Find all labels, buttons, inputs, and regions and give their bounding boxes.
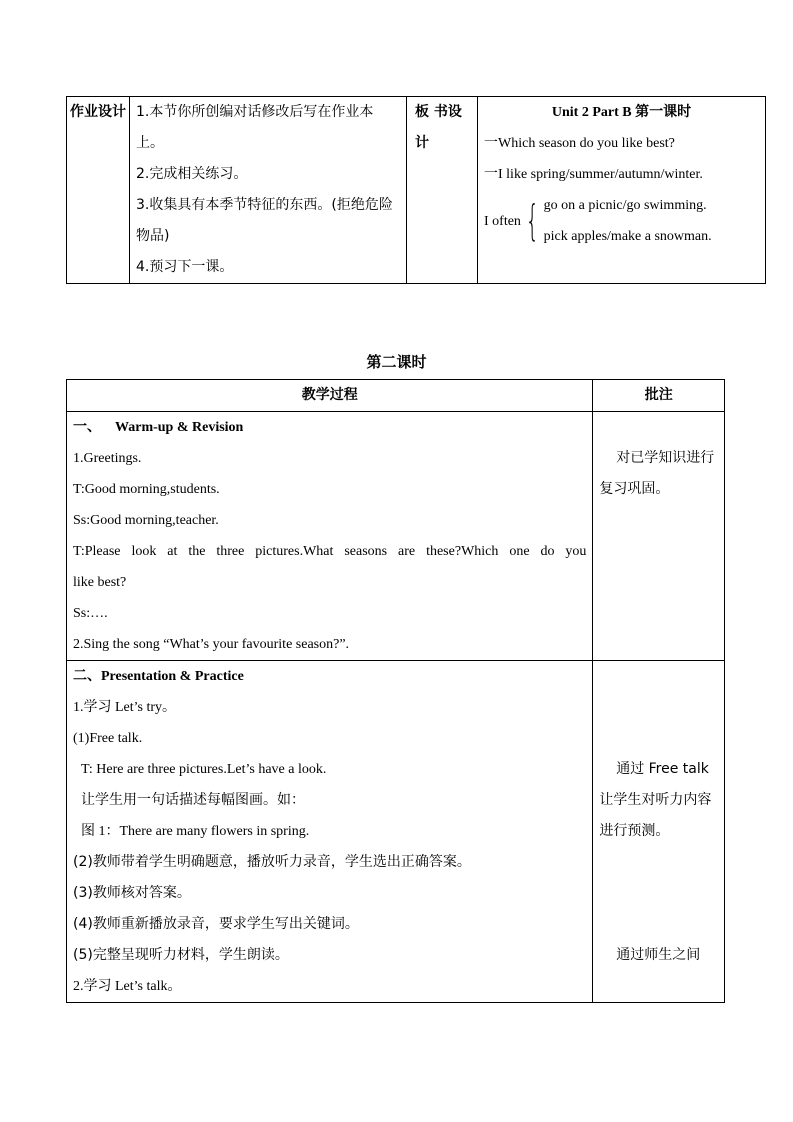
teaching-process-table [66,379,725,1003]
homework-list [130,97,407,284]
homework-item: 1.本节你所创编对话修改后写在作业本上。 [136,104,374,151]
presentation-heading [73,661,586,692]
homework-item: 2.完成相关练习。 [136,166,248,182]
homework-board-table [66,96,766,284]
homework-header-text: 作业设计 [70,104,126,120]
process-line: (1)Free talk. [73,731,143,746]
process-line: T:Good morning,students. [73,482,220,497]
board-header-text: 板 书设计 [415,104,462,151]
section-title: 第二课时 [366,353,427,371]
note-text: 对已学知识进行复习巩固。 [599,450,715,497]
process-line: 2.Sing the song “What’s your favourite season?”. [73,637,350,652]
process-line: (5)完整呈现听力材料，学生朗读。 [73,947,289,963]
homework-item: 4.预习下一课。 [136,259,234,275]
process-line: (4)教师重新播放录音，要求学生写出关键词。 [73,916,359,932]
board-line: 一I like spring/summer/autumn/winter. [484,167,703,182]
process-line: T: Here are three pictures.Let’s have a look. [81,762,327,777]
presentation-note [593,661,725,1003]
board-brace-line: go on a picnic/go swimming. [543,198,707,213]
note-column-header: 批注 [593,380,725,412]
process-line: 1.Greetings. [73,451,142,466]
note-text: 通过 Free talk 让学生对听力内容进行预测。 [599,761,712,839]
homework-item: 3.收集具有本季节特征的东西。(拒绝危险物品) [136,197,393,244]
board-content [478,97,766,284]
board-brace-line: pick apples/make a snowman. [543,229,712,244]
board-brace-lines [544,190,712,252]
process-line: like best? [73,575,127,590]
process-line: 图 1：There are many flowers in spring. [81,824,310,839]
process-line: 1.学习 Let’s try。 [73,700,177,715]
board-header [407,97,478,284]
board-brace-label: I often [484,213,521,229]
process-line: T:Please look at the three pictures.What seasons are these?Which one do you [73,544,587,559]
homework-header [67,97,130,284]
warmup-section [67,412,593,661]
process-line: (3)教师核对答案。 [73,885,191,901]
board-title: Unit 2 Part B 第一课时 [551,105,692,120]
process-line: Ss:Good morning,teacher. [73,513,219,528]
board-line: 一Which season do you like best? [484,136,675,151]
process-line: 让学生用一句话描述每幅图画。如： [81,792,305,808]
warmup-note [593,412,725,661]
presentation-section [67,661,593,1003]
process-line: (2)教师带着学生明确题意，播放听力录音，学生选出正确答案。 [73,854,471,870]
board-brace-group [484,190,759,252]
curly-brace-icon: { [525,196,539,245]
note-text: 通过师生之间 [616,947,701,963]
process-column-header: 教学过程 [67,380,593,412]
warmup-heading: 一、 Warm-up & Revision [73,420,244,435]
process-line: Ss:…. [73,606,108,621]
process-line: 2.学习 Let’s talk。 [73,979,182,994]
presentation-heading-text: 二、Presentation & Practice [73,669,244,684]
